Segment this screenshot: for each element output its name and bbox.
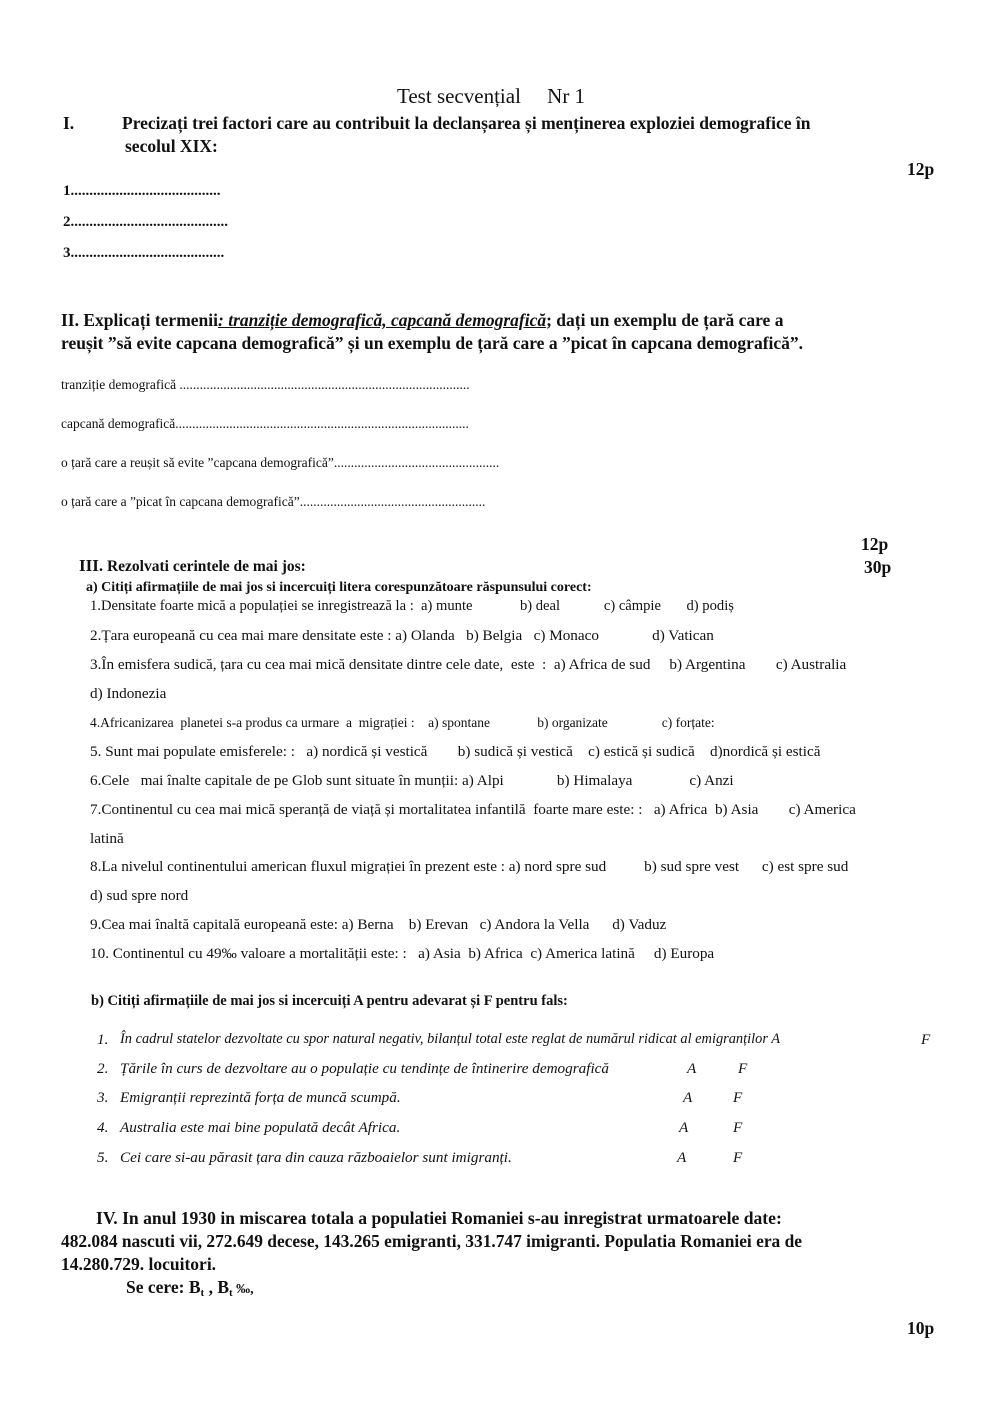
s4-ask-label: Se cere: B <box>126 1277 201 1297</box>
s3-a-item-7-cont: latină <box>90 830 124 847</box>
s3-a-item-8-cont: d) sud spre nord <box>90 887 189 904</box>
s2-item-tranzitie: tranziție demografică ...................................................................................... <box>61 377 470 392</box>
s3-b-item-3-text: Emigranții reprezintă forța de muncă scumpă. <box>120 1089 401 1106</box>
s3-b-item-3-num: 3. <box>97 1089 109 1106</box>
s4-points: 10p <box>907 1318 935 1338</box>
s3-b-item-2-true[interactable]: A <box>687 1060 697 1077</box>
s3-b-item-3-true[interactable]: A <box>683 1089 693 1106</box>
s2-heading-line2: reușit ”să evite capcana demografică” și un exemplu de țară care a ”picat în capcana demografică”. <box>61 333 804 353</box>
s3-a-item-6: 6.Cele mai înalte capitale de pe Glob sunt situate în munții: a) Alpi b) Himalaya c) Anzi <box>90 772 734 789</box>
s3-a-item-10: 10. Continentul cu 49‰ valoare a mortalității este: : a) Asia b) Africa c) America latină d) Europa <box>90 945 715 962</box>
s3-a-item-9: 9.Cea mai înaltă capitală europeană este: a) Berna b) Erevan c) Andora la Vella d) Vaduz <box>90 916 667 933</box>
s2-terms: : tranziție demografică, capcană demografică <box>218 310 547 330</box>
s3-a-item-8: 8.La nivelul continentului american fluxul migrației în prezent este : a) nord spre sud b) sud spre vest c) est spre sud <box>90 858 849 875</box>
s2-item-picat: o țară care a ”picat în capcana demografică”....................................................... <box>61 494 486 509</box>
page-title: Test secvențial Nr 1 <box>397 84 586 108</box>
s2-points: 12p <box>861 534 889 554</box>
s3-a-item-3-cont: d) Indonezia <box>90 685 167 702</box>
s3-b-item-3-false[interactable]: F <box>733 1089 743 1106</box>
s3-b-item-4-text: Australia este mai bine populată decât Africa. <box>120 1119 401 1136</box>
s3-b-item-5-false[interactable]: F <box>733 1149 743 1166</box>
s3-b-title: b) Citiți afirmațiile de mai jos si incercuiți A pentru adevarat și F pentru fals: <box>91 993 568 1009</box>
s1-answer-line-2: 2.......................................... <box>63 214 228 230</box>
s3-heading <box>79 556 306 576</box>
s3-a-item-2: 2.Țara europeană cu cea mai mare densitate este : a) Olanda b) Belgia c) Monaco d) Vatican <box>90 627 714 644</box>
s3-b-item-4-num: 4. <box>97 1119 109 1136</box>
s3-a-item-4: 4.Africanizarea planetei s-a produs ca urmare a migrației : a) spontane b) organizate c) forțate: <box>90 715 715 730</box>
s4-mid: , B <box>204 1277 229 1297</box>
s3-a-item-5: 5. Sunt mai populate emisferele: : a) nordică și vestică b) sudică și vestică c) estică și sudică d)nordică și estică <box>90 743 821 760</box>
s1-number: I. <box>63 113 75 133</box>
s3-b-item-2-num: 2. <box>97 1060 109 1077</box>
s4-sub2: t <box>229 1287 233 1299</box>
s4-end: ‰, <box>232 1282 254 1297</box>
s3-b-item-4-false[interactable]: F <box>733 1119 743 1136</box>
s3-b-item-2-text: Țările în curs de dezvoltare au o populație cu tendințe de întinerire demografică <box>120 1060 610 1077</box>
s3-a-item-3: 3.În emisfera sudică, țara cu cea mai mică densitate dintre cele date, este : a) Africa de sud b) Argentina c) Australia <box>90 656 847 673</box>
s2-rest: ; dați un exemplu de țară care a <box>546 310 784 330</box>
s3-b-item-5-text: Cei care si-au părasit țara din cauza războaielor sunt imigranți. <box>120 1149 512 1166</box>
s3-a-title: a) Citiți afirmațiile de mai jos si incercuiți litera corespunzătoare răspunsului corect: <box>86 580 592 595</box>
s2-heading-line1 <box>61 310 783 331</box>
s4-sub1: t <box>200 1287 205 1299</box>
s3-a-item-1: 1.Densitate foarte mică a populației se inregistrează la : a) munte b) deal c) câmpie d) podiș <box>90 598 734 614</box>
s4-line3: 14.280.729. locuitori. <box>61 1254 217 1274</box>
s1-answer-line-1: 1........................................ <box>63 183 221 199</box>
s3-a-item-7: 7.Continentul cu cea mai mică speranță de viață și mortalitatea infantilă foarte mare este: : a) Africa b) Asia c) America <box>90 801 856 818</box>
s3-b-item-1-num: 1. <box>97 1031 109 1048</box>
s1-text-line2: secolul XIX: <box>125 136 218 156</box>
s3-b-item-5-num: 5. <box>97 1149 109 1166</box>
s3-number: III. <box>79 556 104 575</box>
s1-points: 12p <box>907 159 935 179</box>
s4-ask <box>126 1277 254 1299</box>
s3-b-item-2-false[interactable]: F <box>738 1060 748 1077</box>
s3-b-item-1-text: În cadrul statelor dezvoltate cu spor natural negativ, bilanțul total este reglat de numărul ridicat al emigranților A <box>120 1031 781 1047</box>
s4-line1: IV. In anul 1930 in miscarea totala a populatiei Romaniei s-au inregistrat urmatoarele date: <box>96 1208 782 1228</box>
s1-text-line1: Precizați trei factori care au contribuit la declanșarea și menținerea exploziei demografice în <box>122 113 811 133</box>
s1-answer-line-3: 3......................................... <box>63 245 225 261</box>
s3-b-item-1-false[interactable]: F <box>921 1031 931 1048</box>
s2-item-evitat: o țară care a reușit să evite ”capcana demografică”................................................. <box>61 455 500 470</box>
s3-b-item-4-true[interactable]: A <box>679 1119 689 1136</box>
s3-title: Rezolvati cerintele de mai jos: <box>103 558 306 575</box>
s2-item-capcana: capcană demografică....................................................................................... <box>61 416 469 431</box>
s3-points: 30p <box>864 557 892 577</box>
s2-intro: II. Explicați termenii <box>61 310 218 330</box>
s4-line2: 482.084 nascuti vii, 272.649 decese, 143.265 emigranti, 331.747 imigranti. Populatia Romaniei era de <box>61 1231 802 1251</box>
s3-b-item-5-true[interactable]: A <box>677 1149 687 1166</box>
